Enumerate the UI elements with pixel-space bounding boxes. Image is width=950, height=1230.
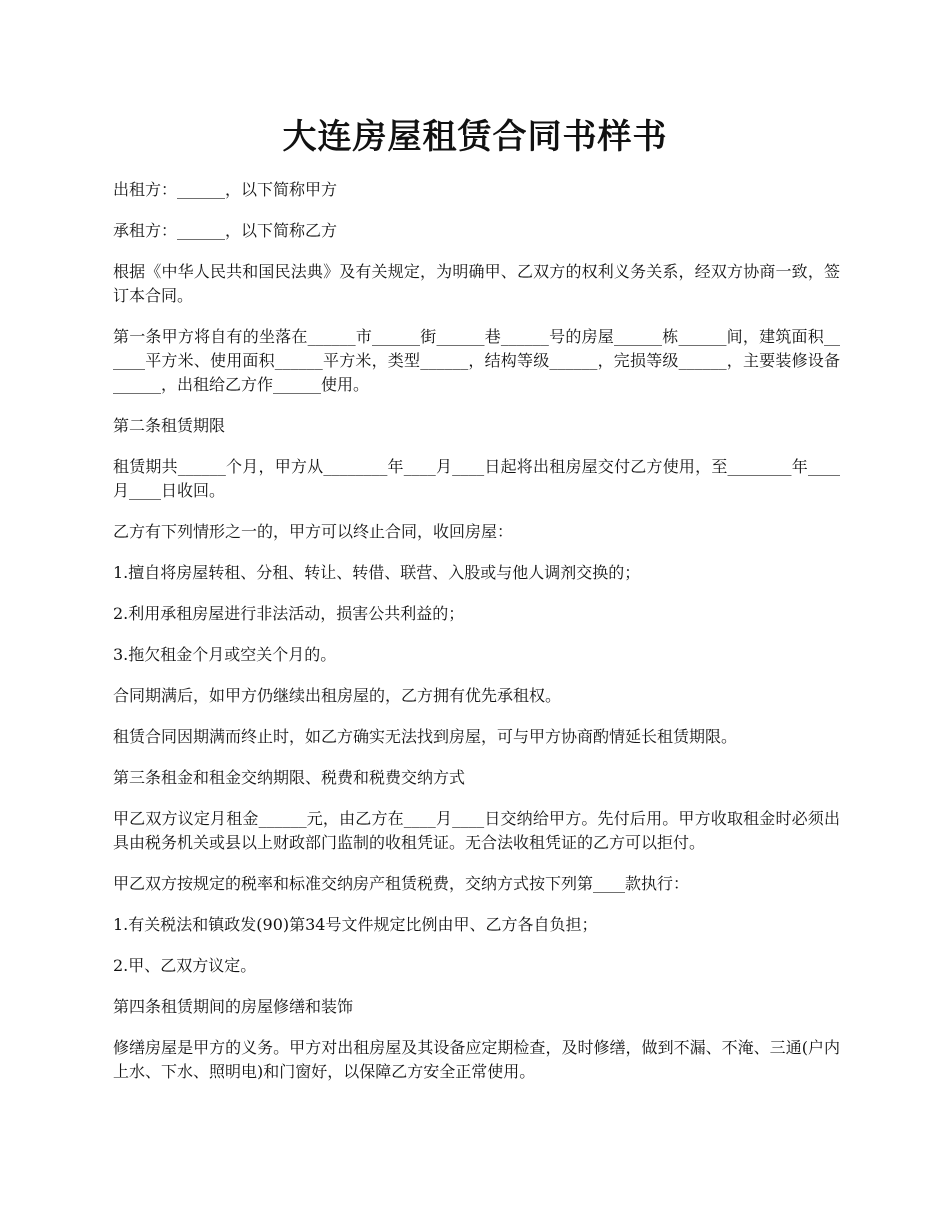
termination-item-1: 1.擅自将房屋转租、分租、转让、转借、联营、入股或与他人调剂交换的； — [113, 563, 641, 582]
party-a-line: 出租方：______，以下简称甲方 — [113, 180, 338, 199]
preamble-paragraph: 根据《中华人民共和国民法典》及有关规定，为明确甲、乙双方的权利义务关系，经双方协商一致，签订本合同。 — [113, 262, 840, 305]
tax-item-1: 1.有关税法和镇政发(90)第34号文件规定比例由甲、乙方各自负担； — [113, 915, 598, 934]
article-4-heading: 第四条租赁期间的房屋修缮和装饰 — [113, 997, 354, 1016]
extension-paragraph: 租赁合同因期满而终止时，如乙方确实无法找到房屋，可与甲方协商酌情延长租赁期限。 — [113, 727, 738, 746]
party-b-line: 承租方：______，以下简称乙方 — [113, 221, 338, 240]
document-body — [113, 178, 840, 1101]
article-3-heading: 第三条租金和租金交纳期限、税费和税费交纳方式 — [113, 768, 466, 787]
article-1-paragraph: 第一条甲方将自有的坐落在______市______街______巷______号的房屋______栋______间，建筑面积______平方米、使用面积______平方米，类型______，结构等级______，完损等级______，主要装修设备______，出租给乙方作______使用。 — [113, 327, 840, 394]
repair-paragraph: 修缮房屋是甲方的义务。甲方对出租房屋及其设备应定期检查，及时修缮，做到不漏、不淹、三通(户内上水、下水、照明电)和门窗好，以保障乙方安全正常使用。 — [113, 1038, 840, 1081]
termination-item-2: 2.利用承租房屋进行非法活动，损害公共利益的； — [113, 604, 465, 623]
document-title: 大连房屋租赁合同书样书 — [282, 117, 668, 157]
renewal-priority-paragraph: 合同期满后，如甲方仍继续出租房屋的，乙方拥有优先承租权。 — [113, 686, 562, 705]
termination-intro: 乙方有下列情形之一的，甲方可以终止合同，收回房屋： — [113, 522, 514, 541]
rent-paragraph: 甲乙双方议定月租金______元，由乙方在____月____日交纳给甲方。先付后用。甲方收取租金时必须出具由税务机关或县以上财政部门监制的收租凭证。无合法收租凭证的乙方可以拒付。 — [113, 809, 840, 852]
lease-term-paragraph: 租赁期共______个月，甲方从________年____月____日起将出租房屋交付乙方使用，至________年____月____日收回。 — [113, 457, 840, 500]
tax-paragraph: 甲乙双方按规定的税率和标准交纳房产租赁税费，交纳方式按下列第____款执行： — [113, 874, 690, 893]
tax-item-2: 2.甲、乙双方议定。 — [113, 956, 257, 975]
article-2-heading: 第二条租赁期限 — [113, 416, 226, 435]
termination-item-3: 3.拖欠租金个月或空关个月的。 — [113, 645, 337, 664]
